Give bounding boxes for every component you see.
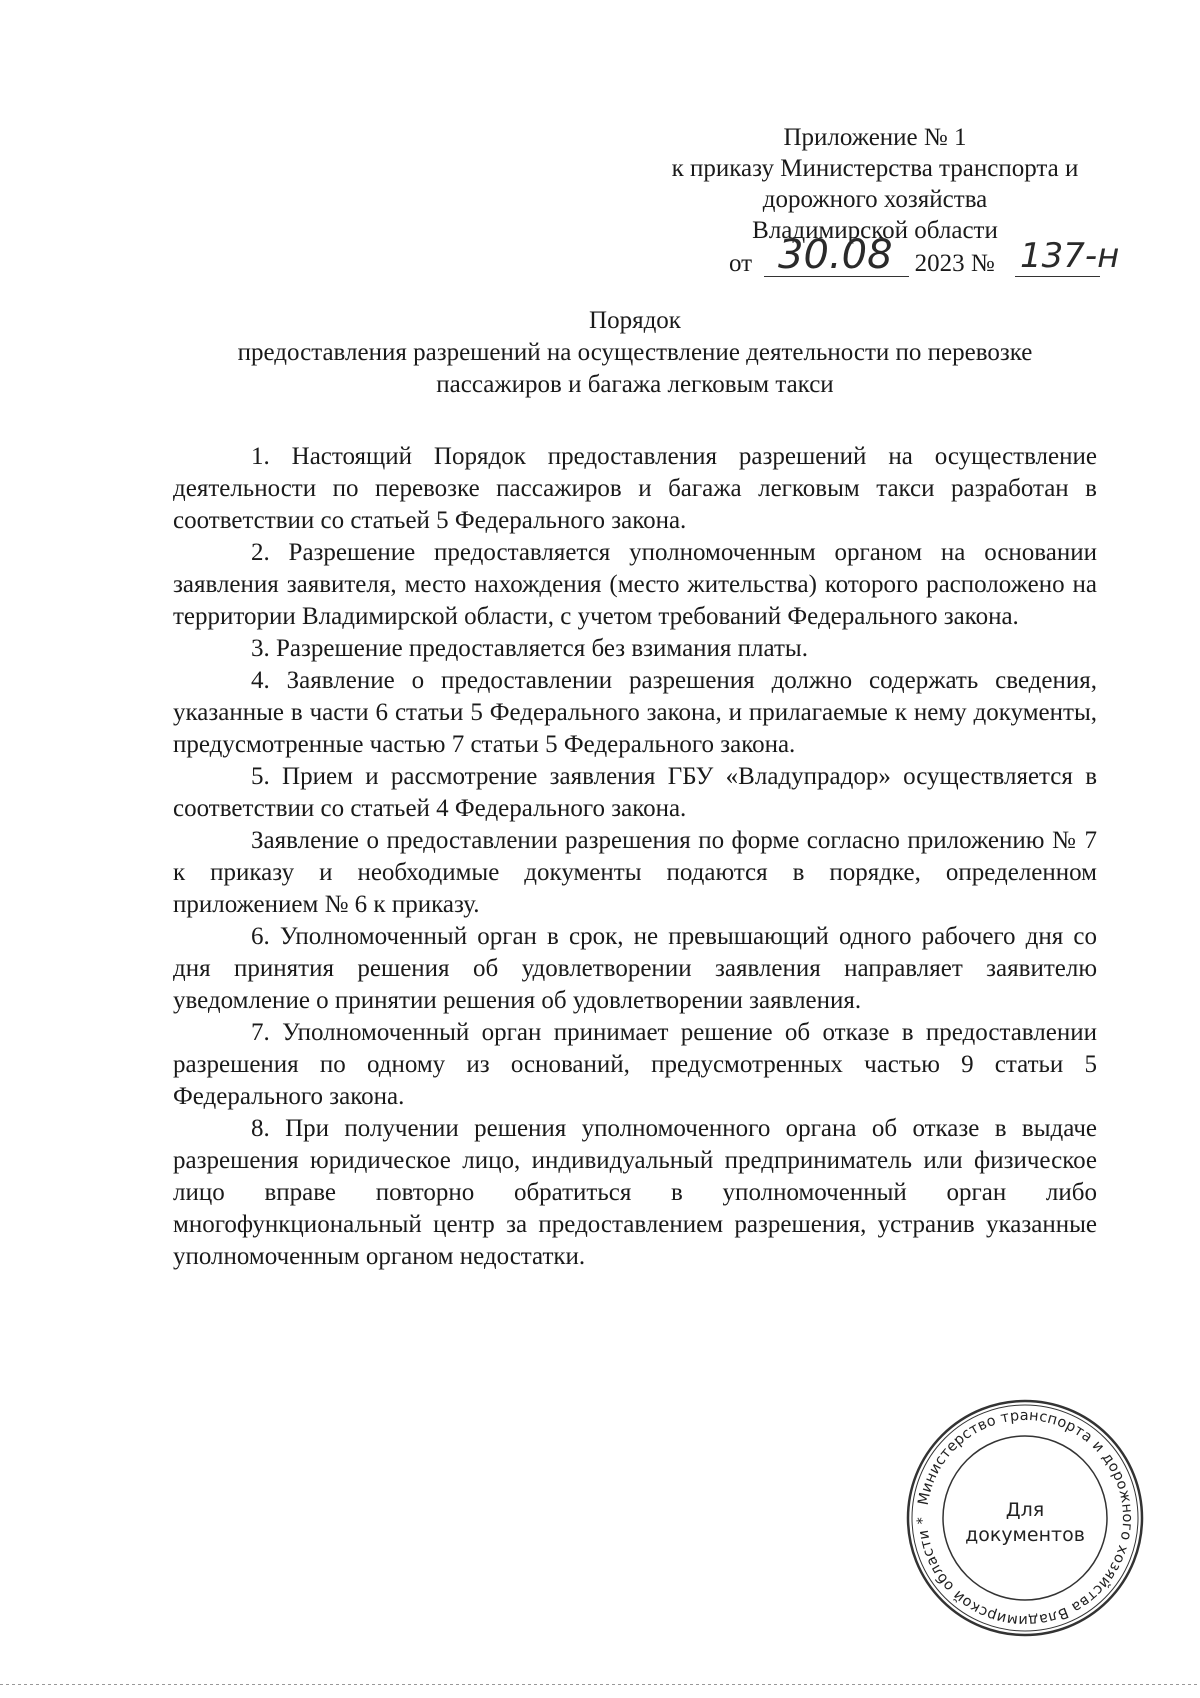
paragraph-8: 8. При получении решения уполномоченного органа об отказе в выдаче разрешения юридическое лицо, индивидуальный предприниматель или физическое лицо вправе повторно обратиться в уполномоченный орган либо многофункциональный центр за предоставлением разрешения, устранив указанные уполномоченным органом недостатки. [173, 1115, 1097, 1270]
title-heading: Порядок [589, 307, 681, 334]
stamp-center-line1: Для [1005, 1499, 1045, 1521]
appendix-header [640, 122, 1110, 246]
appendix-order-ref: к приказу Министерства транспорта и [671, 155, 1079, 182]
title-subtitle-line1: предоставления разрешений на осуществление деятельности по перевозке [237, 339, 1033, 366]
paragraph-3: 3. Разрешение предоставляется без взимания платы. [251, 635, 808, 662]
appendix-ministry: дорожного хозяйства [762, 186, 988, 213]
appendix-number: Приложение № 1 [783, 124, 967, 151]
stamp-ring-text: Министерство транспорта и дорожного хозяйства Владимирской области * [914, 1407, 1136, 1629]
document-body [173, 441, 1097, 1273]
paragraph-4: 4. Заявление о предоставлении разрешения должно содержать сведения, указанные в части 6 статьи 5 Федерального закона, и прилагаемые к нему документы, предусмотренные частью 7 статьи 5 Федерального закона. [173, 667, 1097, 758]
handwritten-number: 137-н [1020, 236, 1120, 276]
paragraph-6: 6. Уполномоченный орган в срок, не превышающий одного рабочего дня со дня принятия решения об удовлетворении заявления направляет заявителю уведомление о принятии решения об удовлетворении заявления. [173, 923, 1097, 1014]
document-title [170, 305, 1100, 401]
number-underline [1015, 276, 1100, 277]
paragraph-1: 1. Настоящий Порядок предоставления разрешений на осуществление деятельности по перевозке пассажиров и багажа легковым такси разработан в соответствии со статьей 5 Федерального закона. [173, 443, 1097, 534]
paragraph-7: 7. Уполномоченный орган принимает решение об отказе в предоставлении разрешения по одному из оснований, предусмотренных частью 9 статьи 5 Федерального закона. [173, 1019, 1097, 1110]
paragraph-2: 2. Разрешение предоставляется уполномоченным органом на основании заявления заявителя, место нахождения (место жительства) которого расположено на территории Владимирской области, с учетом требований Федерального закона. [173, 539, 1097, 630]
paragraph-5-continued: Заявление о предоставлении разрешения по форме согласно приложению № 7 к приказу и необходимые документы подаются в порядке, определенном приложением № 6 к приказу. [173, 827, 1097, 918]
paragraph-5: 5. Прием и рассмотрение заявления ГБУ «Владупрадор» осуществляется в соответствии со статьей 4 Федерального закона. [173, 763, 1097, 822]
appendix-region: Владимирской области [752, 217, 998, 244]
order-year-number: 2023 № [914, 250, 995, 277]
title-subtitle-line2: пассажиров и багажа легковым такси [436, 371, 834, 398]
handwritten-date: 30.08 [778, 232, 893, 278]
official-stamp [905, 1398, 1145, 1638]
stamp-center-line2: документов [965, 1524, 1085, 1546]
scan-edge-line [0, 1684, 1200, 1685]
date-prefix: от [729, 250, 753, 277]
